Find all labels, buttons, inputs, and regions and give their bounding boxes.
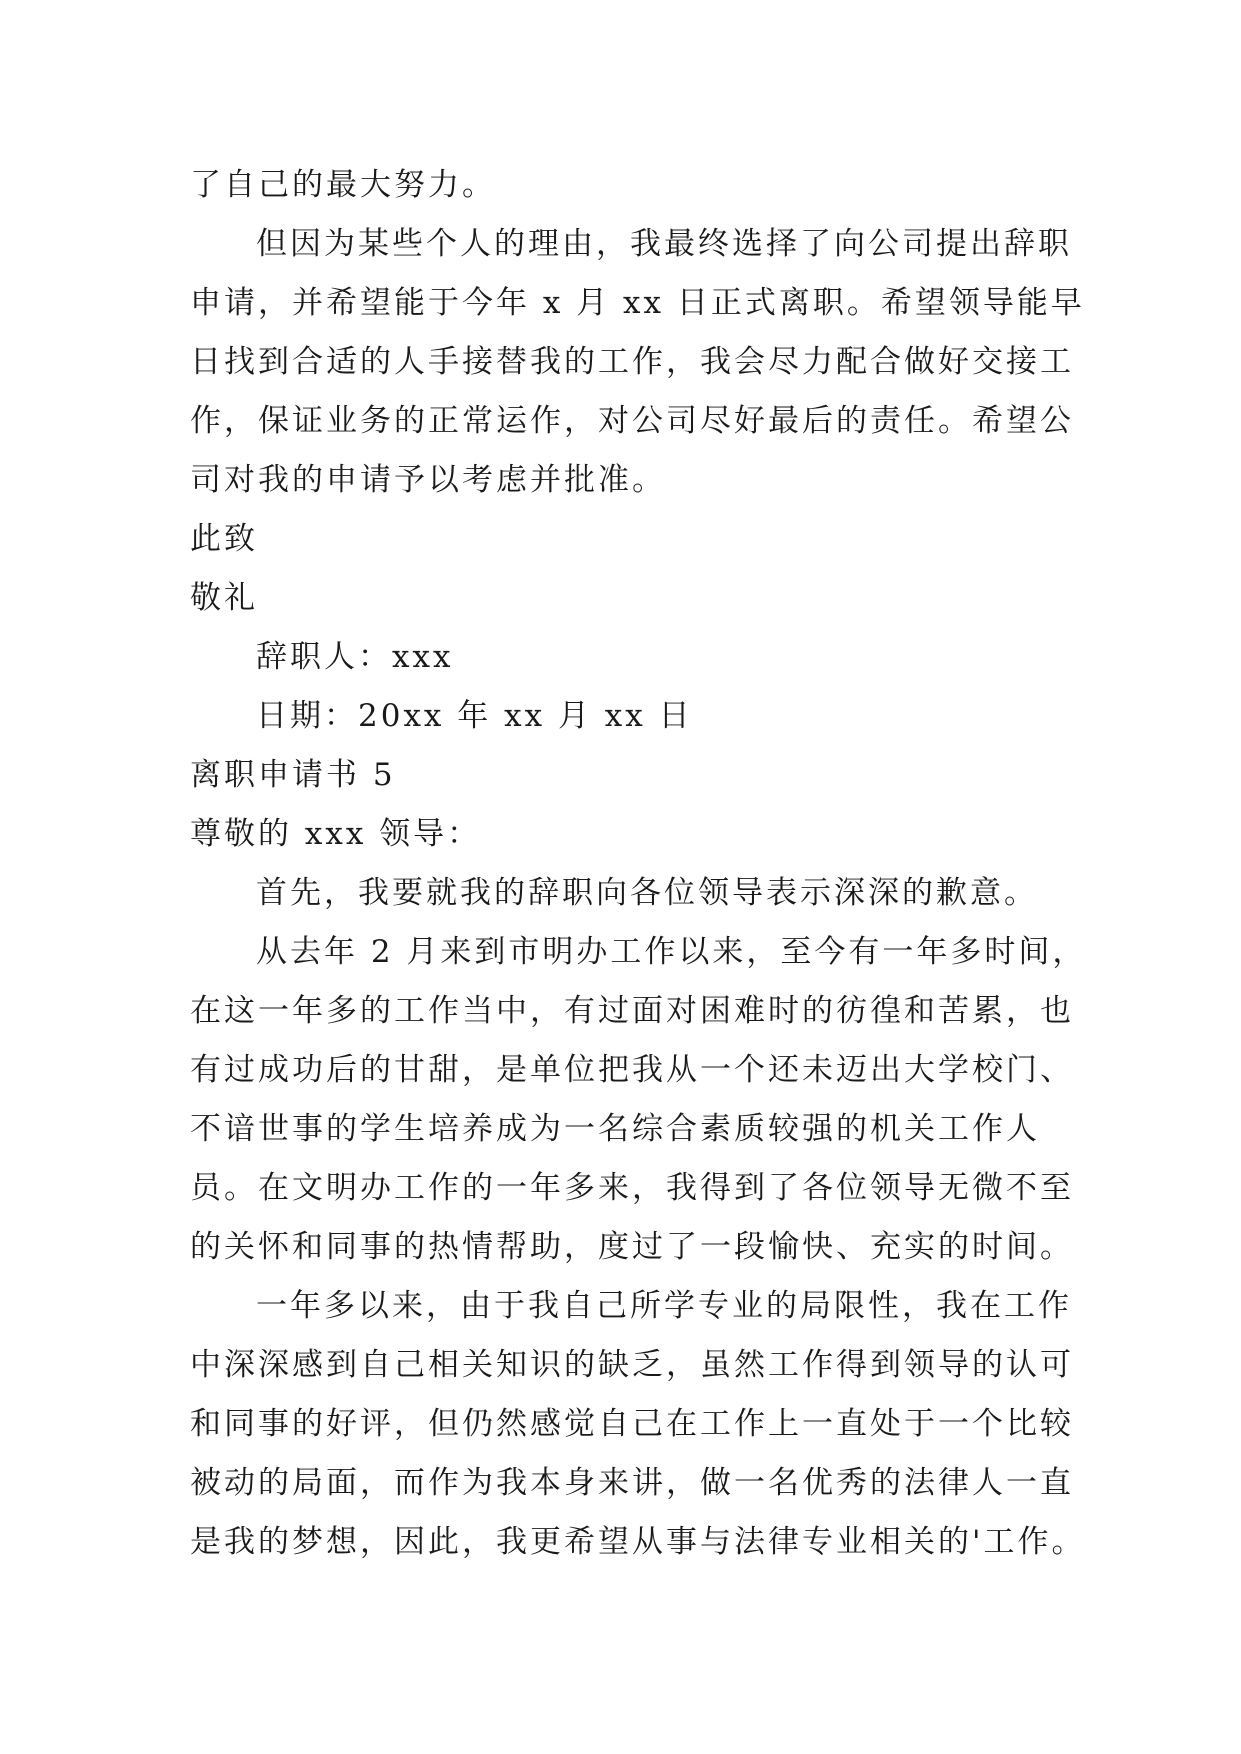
text-line: 了自己的最大努力。 (190, 167, 496, 203)
text-line: 有过成功后的甘甜，是单位把我从一个还未迈出大学校门、 (190, 1052, 1074, 1088)
section-title: 离职申请书 5 (190, 757, 396, 793)
text-line: 中深深感到自己相关知识的缺乏，虽然工作得到领导的认可 (190, 1347, 1074, 1383)
text-line: 是我的梦想，因此，我更希望从事与法律专业相关的'工作。 (190, 1524, 1086, 1560)
text-line: 的关怀和同事的热情帮助，度过了一段愉快、充实的时间。 (190, 1229, 1074, 1265)
text-line: 被动的局面，而作为我本身来讲，做一名优秀的法律人一直 (190, 1465, 1074, 1501)
text-line: 作，保证业务的正常运作，对公司尽好最后的责任。希望公 (190, 403, 1074, 439)
text-line: 在这一年多的工作当中，有过面对困难时的彷徨和苦累，也 (190, 993, 1074, 1029)
text-line: 员。在文明办工作的一年多来，我得到了各位领导无微不至 (190, 1170, 1074, 1206)
greeting-line: 尊敬的 xxx 领导： (190, 816, 482, 852)
text-line: 司对我的申请予以考虑并批准。 (190, 462, 666, 498)
text-line: 从去年 2 月来到市明办工作以来，至今有一年多时间， (256, 934, 1087, 970)
text-line: 和同事的好评，但仍然感觉自己在工作上一直处于一个比较 (190, 1406, 1074, 1442)
text-line: 但因为某些个人的理由，我最终选择了向公司提出辞职 (256, 226, 1072, 262)
text-line: 一年多以来，由于我自己所学专业的局限性，我在工作 (256, 1288, 1072, 1324)
date-line: 日期：20xx 年 xx 月 xx 日 (256, 698, 693, 734)
text-line: 不谙世事的学生培养成为一名综合素质较强的机关工作人 (190, 1111, 1040, 1147)
text-line: 申请，并希望能于今年 x 月 xx 日正式离职。希望领导能早 (190, 285, 1085, 321)
signer-line: 辞职人：xxx (256, 639, 454, 675)
text-line: 日找到合适的人手接替我的工作，我会尽力配合做好交接工 (190, 344, 1074, 380)
salutation-text: 敬礼 (190, 580, 258, 616)
closing-text: 此致 (190, 521, 258, 557)
text-line: 首先，我要就我的辞职向各位领导表示深深的歉意。 (256, 875, 1038, 911)
